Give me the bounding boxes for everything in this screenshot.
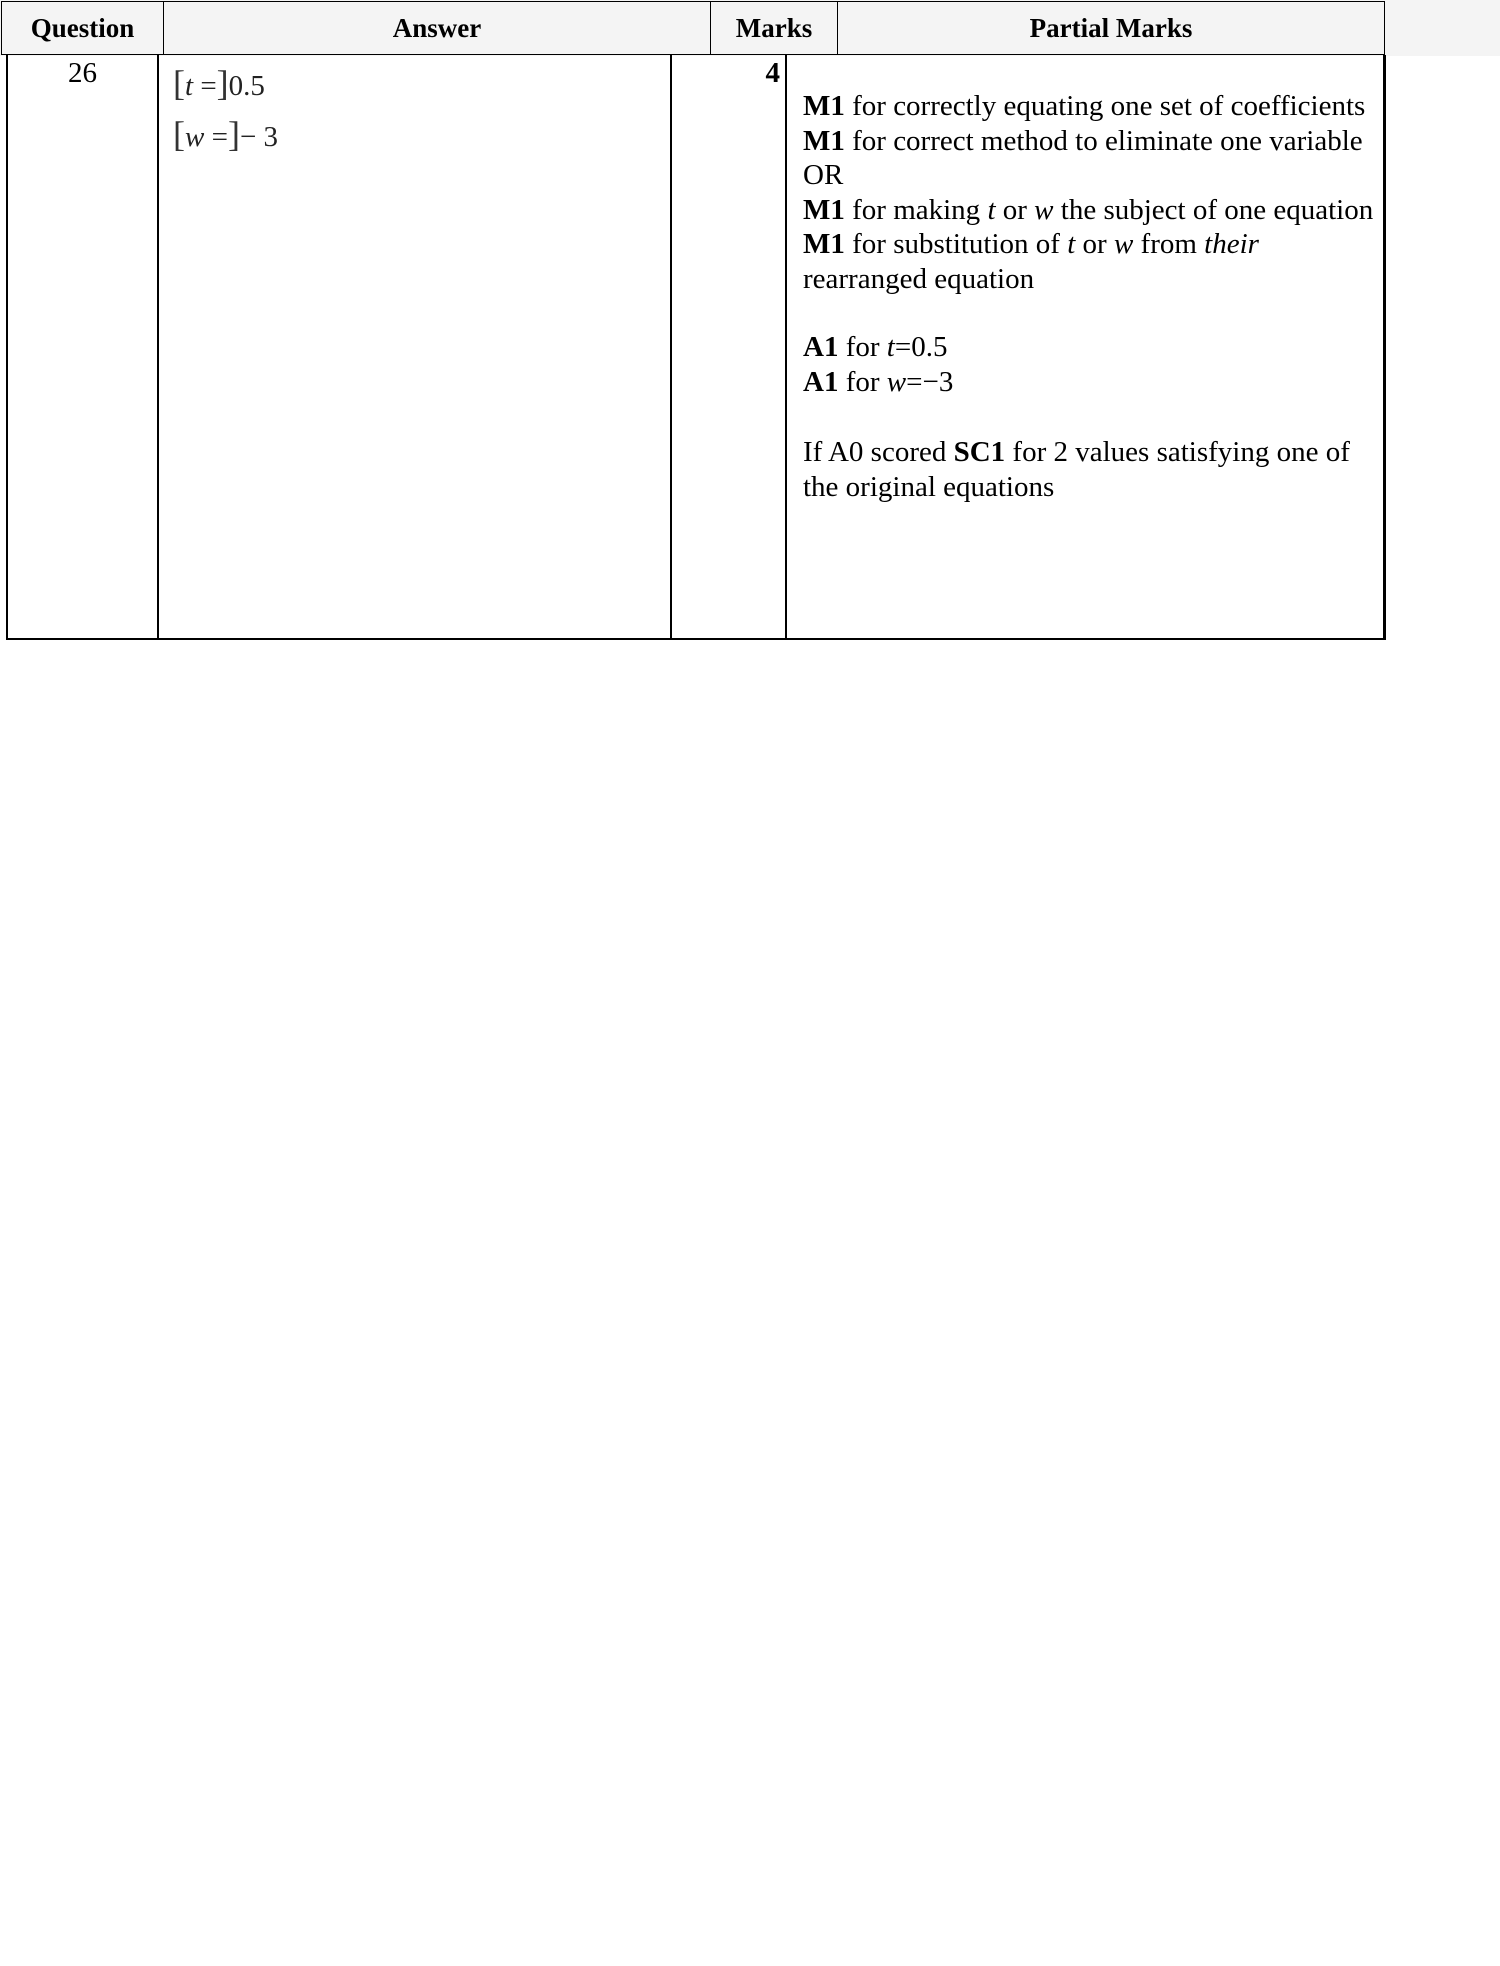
answer-t-var: t [185,70,194,102]
partial-line-m1-eliminate: M1 for correct method to eliminate one variable [803,124,1363,157]
question-number: 26 [68,57,97,89]
marks-value: 4 [765,57,780,89]
partial-line-or: OR [803,159,844,191]
answer-t-value: 0.5 [228,70,265,102]
header-answer: Answer [163,1,711,55]
table-row [6,55,1386,640]
partial-line-a1-t: A1 for t=0.5 [803,331,948,363]
answer-w-var: w [185,121,205,153]
partial-line-m1-subject: M1 for making t or w the subject of one equation [803,193,1374,226]
header-question: Question [1,1,164,55]
header-marks: Marks [710,1,838,55]
partial-line-a1-w: A1 for w=−3 [803,365,954,398]
partial-line-m1-equating: M1 for correctly equating one set of coefficients [803,90,1366,122]
header-partial-marks: Partial Marks [837,1,1385,55]
partial-marks-cell [803,89,1378,504]
partial-line-m1-substitution: M1 for substitution of t or w from their rearranged equation [803,228,1259,295]
answer-w-value: − 3 [239,121,279,153]
answer-cell [173,59,278,161]
partial-line-sc1: If A0 scored SC1 for 2 values satisfying one of the original equations [803,436,1350,503]
column-divider [157,55,159,638]
column-divider [785,55,787,638]
table-header [0,0,1500,56]
answer-w-line: [w =]− 3 [173,114,279,154]
column-divider [670,55,672,638]
answer-t-line: [t =]0.5 [173,63,265,103]
